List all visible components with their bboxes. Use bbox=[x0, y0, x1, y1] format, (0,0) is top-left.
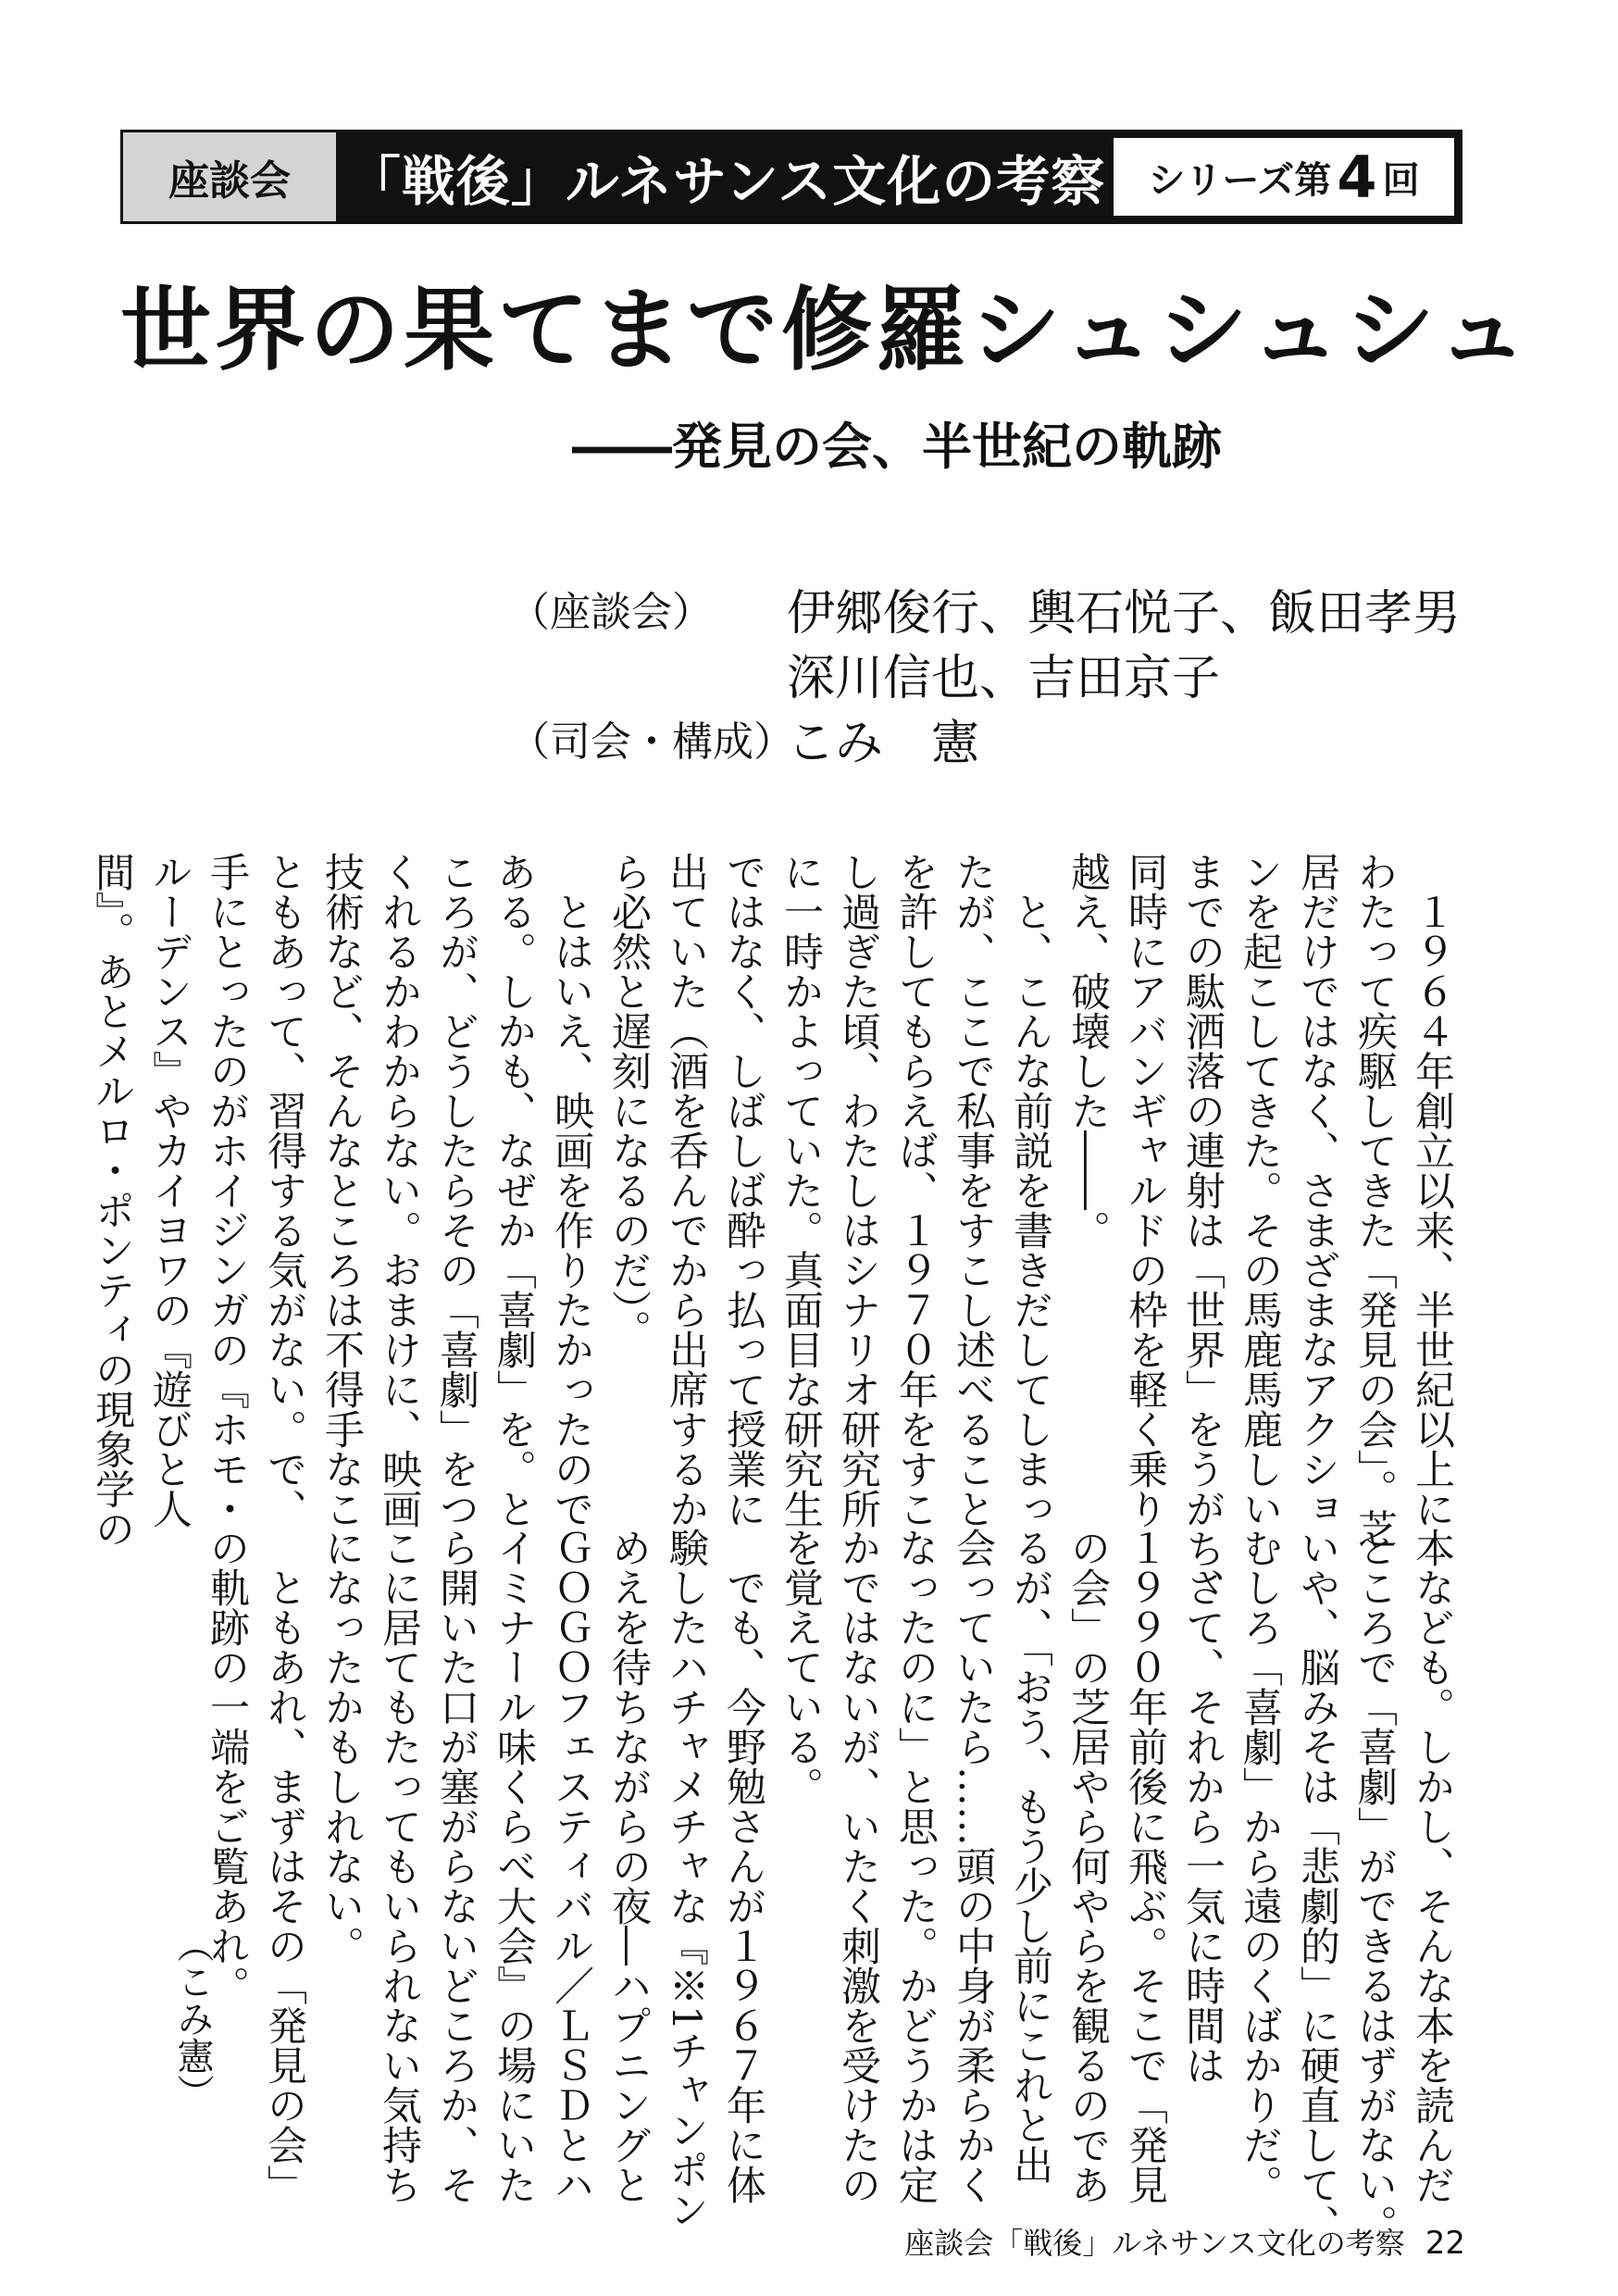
episode-badge bbox=[1114, 138, 1454, 216]
text-column: になったかもしれない。 bbox=[318, 1528, 365, 1965]
author-signature: （こみ憲） bbox=[171, 1926, 214, 2111]
text-column: 験したハチャメチャな『※1チャンポン bbox=[663, 1528, 709, 2230]
text-column: に一時かよっていた。真面目な研究生 bbox=[778, 852, 824, 1529]
text-column: 居だけではなく、さまざまなアクショ bbox=[1294, 852, 1340, 1529]
text-column: 手にとったのがホイジンガの『ホモ・ bbox=[204, 852, 250, 1529]
text-column: 会っていたら……頭の中身が柔らかく bbox=[950, 1528, 996, 2204]
text-column: ころが、どうしたらその「喜劇」をつ bbox=[433, 852, 479, 1529]
text-column: なったのに」と思った。かどうかは定 bbox=[892, 1528, 939, 2204]
text-column: 越え、破壊した――。 bbox=[1064, 852, 1111, 1250]
text-column: １９９０年前後に飛ぶ。そこで「発見 bbox=[1122, 1528, 1168, 2204]
text-column: るが、「おう、もう少し前にこれと出 bbox=[1007, 1528, 1053, 2185]
text-column: 本なども。しかし、そんな本を読んだ bbox=[1409, 1528, 1455, 2204]
text-column: 出ていた（酒を呑んでから出席するか bbox=[663, 852, 709, 1529]
text-column: ら開いた口が塞がらないどころか、そ bbox=[433, 1528, 479, 2204]
text-column: でも、今野勉さんが１９６７年に体 bbox=[720, 1528, 766, 2204]
text-column: いや、脳みそは「悲劇的」に硬直して、 bbox=[1294, 1528, 1340, 2244]
text-column: の会」の芝居やら何やらを観るのであ bbox=[1064, 1528, 1111, 2204]
text-column: ら必然と遅刻になるのだ）。 bbox=[605, 852, 652, 1350]
text-column: ある。しかも、なぜか「喜劇」を。と bbox=[491, 852, 537, 1529]
text-column: 技術など、そんなところは不得手なこ bbox=[318, 852, 365, 1529]
text-column: を許してもらえば、１９７０年をすこ bbox=[892, 852, 939, 1529]
text-column: １９６４年創立以来、半世紀以上に bbox=[1409, 852, 1455, 1529]
episode-number: 4 bbox=[1337, 143, 1377, 211]
text-column: し過ぎた頃、わたしはシナリオ研究所 bbox=[835, 852, 881, 1529]
text-column: ＧＯＧＯフェスティバル／ＬＳＤとハ bbox=[548, 1528, 594, 2204]
participants-line-1: 伊郷俊行、輿石悦子、飯田孝男 bbox=[787, 586, 1462, 642]
text-column: むしろ「喜劇」から遠のくばかりだ。 bbox=[1237, 1528, 1283, 2204]
page-footer bbox=[904, 2220, 1465, 2263]
text-column: を覚えている。 bbox=[778, 1528, 824, 1806]
text-column: までの駄洒落の連射は「世界」をうがち、 bbox=[1179, 852, 1226, 1608]
body-text-upper bbox=[83, 852, 1461, 1608]
series-title: 「戦後」ルネサンス文化の考察 bbox=[339, 132, 1114, 221]
text-column: かではないが、いたく刺激を受けたの bbox=[835, 1528, 881, 2204]
text-column: さて、それから一気に時間は bbox=[1179, 1528, 1226, 2085]
text-column: ではなく、しばしば酔っ払って授業に bbox=[720, 852, 766, 1529]
page-number: 22 bbox=[1425, 2225, 1465, 2262]
text-column: たが、ここで私事をすこし述べること bbox=[950, 852, 996, 1529]
text-column: めえを待ちながらの夜―ハプニングと bbox=[605, 1528, 652, 2204]
moderator-label: （司会・構成） bbox=[509, 718, 794, 766]
text-column: 同時にアバンギャルドの枠を軽く乗り bbox=[1122, 852, 1168, 1529]
text-column: ンを起こしてきた。その馬鹿馬鹿しい bbox=[1237, 852, 1283, 1529]
text-column: こに居てもたってもいられない気持ち bbox=[376, 1528, 422, 2204]
article-title: 世界の果てまで修羅シュシュシュ bbox=[120, 277, 1532, 383]
moderator-name: こみ 憲 bbox=[787, 716, 980, 771]
text-column: とはいえ、映画を作りたかったので bbox=[548, 852, 594, 1529]
text-column: 間』。あとメルロ・ポンティの現象学の bbox=[89, 852, 135, 1549]
text-column: ところで「喜劇」ができるはずがない。 bbox=[1351, 1528, 1398, 2244]
participants-label: （座談会） bbox=[509, 589, 713, 636]
episode-suffix: 回 bbox=[1382, 158, 1420, 202]
episode-prefix: シリーズ第 bbox=[1148, 158, 1332, 202]
text-column: ともあれ、まずはその「発見の会」 bbox=[261, 1528, 307, 2204]
article-subtitle: ――発見の会、半世紀の軌跡 bbox=[572, 418, 1222, 476]
series-banner bbox=[120, 130, 1462, 224]
text-column: わたって疾駆してきた「発見の会」。芝 bbox=[1351, 852, 1398, 1549]
text-column: ルーデンス』やカイヨワの『遊びと人 bbox=[146, 852, 193, 1529]
category-label: 座談会 bbox=[123, 132, 339, 221]
text-column: イミナール味くらべ大会』の場にいた bbox=[491, 1528, 537, 2204]
text-column: の軌跡の一端をご覧あれ。 bbox=[204, 1528, 250, 2005]
text-column: ともあって、習得する気がない。で、 bbox=[261, 852, 307, 1529]
text-column: と、こんな前説を書きだしてしまっ bbox=[1007, 852, 1053, 1529]
running-title: 座談会「戦後」ルネサンス文化の考察 bbox=[904, 2226, 1405, 2261]
participants-line-2: 深川信也、吉田京子 bbox=[787, 651, 1221, 706]
text-column: くれるかわからない。おまけに、映画 bbox=[376, 852, 422, 1529]
